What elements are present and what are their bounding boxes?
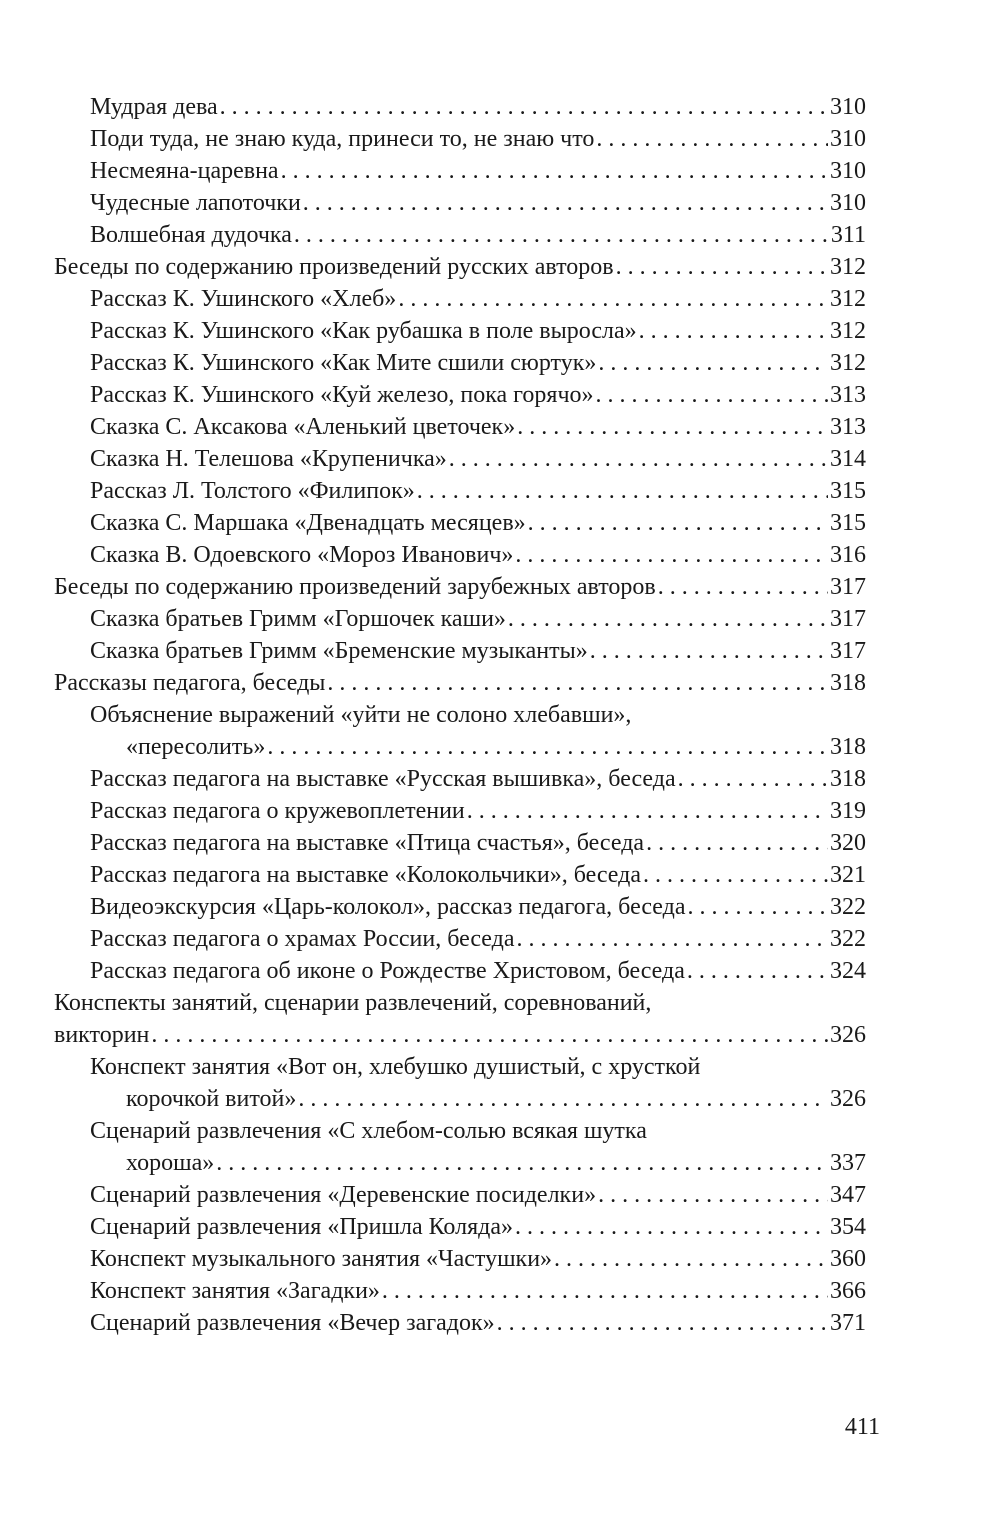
dot-leader: [515, 539, 828, 571]
toc-entry-page: 317: [830, 574, 866, 600]
dot-leader: [497, 1307, 828, 1339]
toc-entry-page: 310: [830, 158, 866, 184]
toc-entry: [54, 987, 866, 1051]
dot-leader: [590, 635, 828, 667]
toc-entry: [54, 411, 866, 443]
toc-entry: [54, 539, 866, 571]
dot-leader: [658, 571, 828, 603]
toc-entry-page: 317: [830, 638, 866, 664]
toc-entry: [54, 187, 866, 219]
toc-entry-page: 318: [830, 766, 866, 792]
dot-leader: [517, 411, 828, 443]
toc-entry-title: Конспект музыкального занятия «Частушки»: [90, 1246, 553, 1272]
toc-entry-page: 324: [830, 958, 866, 984]
toc-entry-title: Рассказ педагога о храмах России, беседа: [90, 926, 515, 952]
toc-entry-page: 312: [830, 350, 866, 376]
toc-entry-page: 326: [830, 1086, 866, 1112]
dot-leader: [596, 123, 828, 155]
toc-entry: [54, 891, 866, 923]
dot-leader: [294, 219, 829, 251]
toc-entry-page: 310: [830, 94, 866, 120]
toc-entry-title: Чудесные лапоточки: [90, 190, 301, 216]
toc-entry: [54, 699, 866, 763]
toc-entry-page: 354: [830, 1214, 866, 1240]
toc-entry-page: 360: [830, 1246, 866, 1272]
dot-leader: [616, 251, 828, 283]
toc-entry-page: 321: [830, 862, 866, 888]
page-number: 411: [844, 1414, 880, 1440]
toc-entry-title: Рассказы педагога, беседы: [54, 670, 326, 696]
toc-entry-page: 312: [830, 286, 866, 312]
toc-entry: [54, 1051, 866, 1115]
toc-entry-title: Рассказ К. Ушинского «Как рубашка в поле выросла»: [90, 318, 637, 344]
toc-entry: [54, 923, 866, 955]
toc-entry-page: 315: [830, 510, 866, 536]
toc-entry: [54, 91, 866, 123]
dot-leader: [327, 667, 828, 699]
toc-entry: [54, 603, 866, 635]
toc-entry-title: Сказка братьев Гримм «Горшочек каши»: [90, 606, 506, 632]
dot-leader: [508, 603, 828, 635]
toc-entry-title: Мудрая дева: [90, 94, 218, 120]
toc-entry-title: Рассказ педагога на выставке «Колокольчики», беседа: [90, 862, 642, 888]
toc-entry-page: 312: [830, 254, 866, 280]
toc-entry-page: 347: [830, 1182, 866, 1208]
toc-entry: [54, 859, 866, 891]
toc-entry-page: 312: [830, 318, 866, 344]
dot-leader: [298, 1083, 828, 1115]
toc-entry: [54, 315, 866, 347]
dot-leader: [281, 155, 828, 187]
toc-entry: [54, 1211, 866, 1243]
toc-entry: [54, 475, 866, 507]
dot-leader: [528, 507, 828, 539]
dot-leader: [643, 859, 828, 891]
toc-entry-page: 311: [830, 222, 866, 248]
toc-entry: [54, 1243, 866, 1275]
toc-entry-title: Рассказ К. Ушинского «Хлеб»: [90, 286, 397, 312]
toc-entry-title: Конспект занятия «Загадки»: [90, 1278, 380, 1304]
dot-leader: [639, 315, 828, 347]
toc-entry-title-line1: Конспекты занятий, сценарии развлечений, соревнований,: [54, 990, 652, 1016]
toc-entry: [54, 1307, 866, 1339]
toc-entry-title-line1: Сценарий развлечения «С хлебом-солью всякая шутка: [90, 1118, 647, 1144]
dot-leader: [398, 283, 828, 315]
toc-entry-page: 313: [830, 414, 866, 440]
toc-entry: [54, 571, 866, 603]
dot-leader: [417, 475, 828, 507]
dot-leader: [151, 1019, 828, 1051]
toc-entry-page: 366: [830, 1278, 866, 1304]
toc-entry-title: Рассказ педагога об иконе о Рождестве Христовом, беседа: [90, 958, 685, 984]
toc-entry-title: Беседы по содержанию произведений русских авторов: [54, 254, 614, 280]
toc-entry-title: Сказка С. Аксакова «Аленький цветочек»: [90, 414, 516, 440]
toc-entry: [54, 667, 866, 699]
toc-entry: [54, 795, 866, 827]
toc-entry-title: корочкой витой»: [126, 1086, 297, 1112]
toc-entry-page: 337: [830, 1150, 866, 1176]
toc-entry-title: Сценарий развлечения «Деревенские посиделки»: [90, 1182, 597, 1208]
toc-entry: [54, 123, 866, 155]
toc-entry-title: викторин: [54, 1022, 150, 1048]
toc-entry-page: 319: [830, 798, 866, 824]
toc-entry-title: хороша»: [126, 1150, 215, 1176]
toc-entry-page: 318: [830, 734, 866, 760]
toc-entry-page: 322: [830, 894, 866, 920]
toc-entry: [54, 443, 866, 475]
dot-leader: [303, 187, 828, 219]
toc-entry-page: 314: [830, 446, 866, 472]
toc-entry: [54, 763, 866, 795]
dot-leader: [598, 347, 828, 379]
toc-entry: [54, 827, 866, 859]
dot-leader: [267, 731, 828, 763]
dot-leader: [516, 923, 828, 955]
toc-entry-title: Сказка С. Маршака «Двенадцать месяцев»: [90, 510, 526, 536]
toc-entry-page: 317: [830, 606, 866, 632]
toc-entry: [54, 251, 866, 283]
dot-leader: [382, 1275, 828, 1307]
toc-entry-title: Сказка братьев Гримм «Бременские музыканты»: [90, 638, 588, 664]
toc-entry: [54, 1179, 866, 1211]
toc-entry-title-line1: Конспект занятия «Вот он, хлебушко душистый, с хрусткой: [90, 1054, 701, 1080]
toc-entry-page: 310: [830, 190, 866, 216]
toc-entry: [54, 219, 866, 251]
toc-entry-title: Сказка Н. Телешова «Крупеничка»: [90, 446, 447, 472]
dot-leader: [596, 379, 828, 411]
dot-leader: [687, 955, 828, 987]
dot-leader: [554, 1243, 828, 1275]
toc-entry-title: Сказка В. Одоевского «Мороз Иванович»: [90, 542, 514, 568]
dot-leader: [687, 891, 828, 923]
toc-entry-page: 322: [830, 926, 866, 952]
toc-entry: [54, 955, 866, 987]
dot-leader: [216, 1147, 828, 1179]
toc-entry-title: Рассказ К. Ушинского «Куй железо, пока горячо»: [90, 382, 594, 408]
toc-entry-title: Поди туда, не знаю куда, принеси то, не знаю что: [90, 126, 595, 152]
toc-entry-title: «пересолить»: [126, 734, 266, 760]
dot-leader: [598, 1179, 828, 1211]
toc-entry-title: Сценарий развлечения «Вечер загадок»: [90, 1310, 495, 1336]
toc-entry-title: Рассказ педагога на выставке «Птица счастья», беседа: [90, 830, 645, 856]
toc-entry: [54, 635, 866, 667]
dot-leader: [515, 1211, 828, 1243]
toc-entry: [54, 507, 866, 539]
toc-entry-page: 316: [830, 542, 866, 568]
table-of-contents: [54, 91, 866, 1339]
toc-entry-page: 320: [830, 830, 866, 856]
dot-leader: [449, 443, 828, 475]
toc-entry-title: Рассказ Л. Толстого «Филипок»: [90, 478, 415, 504]
toc-entry: [54, 1115, 866, 1179]
toc-entry-page: 315: [830, 478, 866, 504]
toc-entry-title: Рассказ К. Ушинского «Как Мите сшили сюртук»: [90, 350, 597, 376]
toc-entry-page: 371: [830, 1310, 866, 1336]
toc-entry-title: Видеоэкскурсия «Царь-колокол», рассказ педагога, беседа: [90, 894, 686, 920]
dot-leader: [220, 91, 828, 123]
toc-entry-page: 313: [830, 382, 866, 408]
toc-entry-title-line1: Объяснение выражений «уйти не солоно хлебавши»,: [90, 702, 632, 728]
toc-entry: [54, 155, 866, 187]
toc-entry-title: Несмеяна-царевна: [90, 158, 279, 184]
dot-leader: [646, 827, 828, 859]
dot-leader: [467, 795, 828, 827]
toc-entry: [54, 283, 866, 315]
toc-entry-title: Рассказ педагога о кружевоплетении: [90, 798, 465, 824]
toc-entry: [54, 1275, 866, 1307]
toc-entry-page: 310: [830, 126, 866, 152]
toc-entry-page: 318: [830, 670, 866, 696]
toc-entry-title: Сценарий развлечения «Пришла Коляда»: [90, 1214, 513, 1240]
toc-entry-page: 326: [830, 1022, 866, 1048]
toc-entry-title: Беседы по содержанию произведений зарубежных авторов: [54, 574, 656, 600]
toc-entry: [54, 347, 866, 379]
toc-entry-title: Волшебная дудочка: [90, 222, 292, 248]
toc-entry-title: Рассказ педагога на выставке «Русская вышивка», беседа: [90, 766, 676, 792]
dot-leader: [678, 763, 828, 795]
toc-entry: [54, 379, 866, 411]
